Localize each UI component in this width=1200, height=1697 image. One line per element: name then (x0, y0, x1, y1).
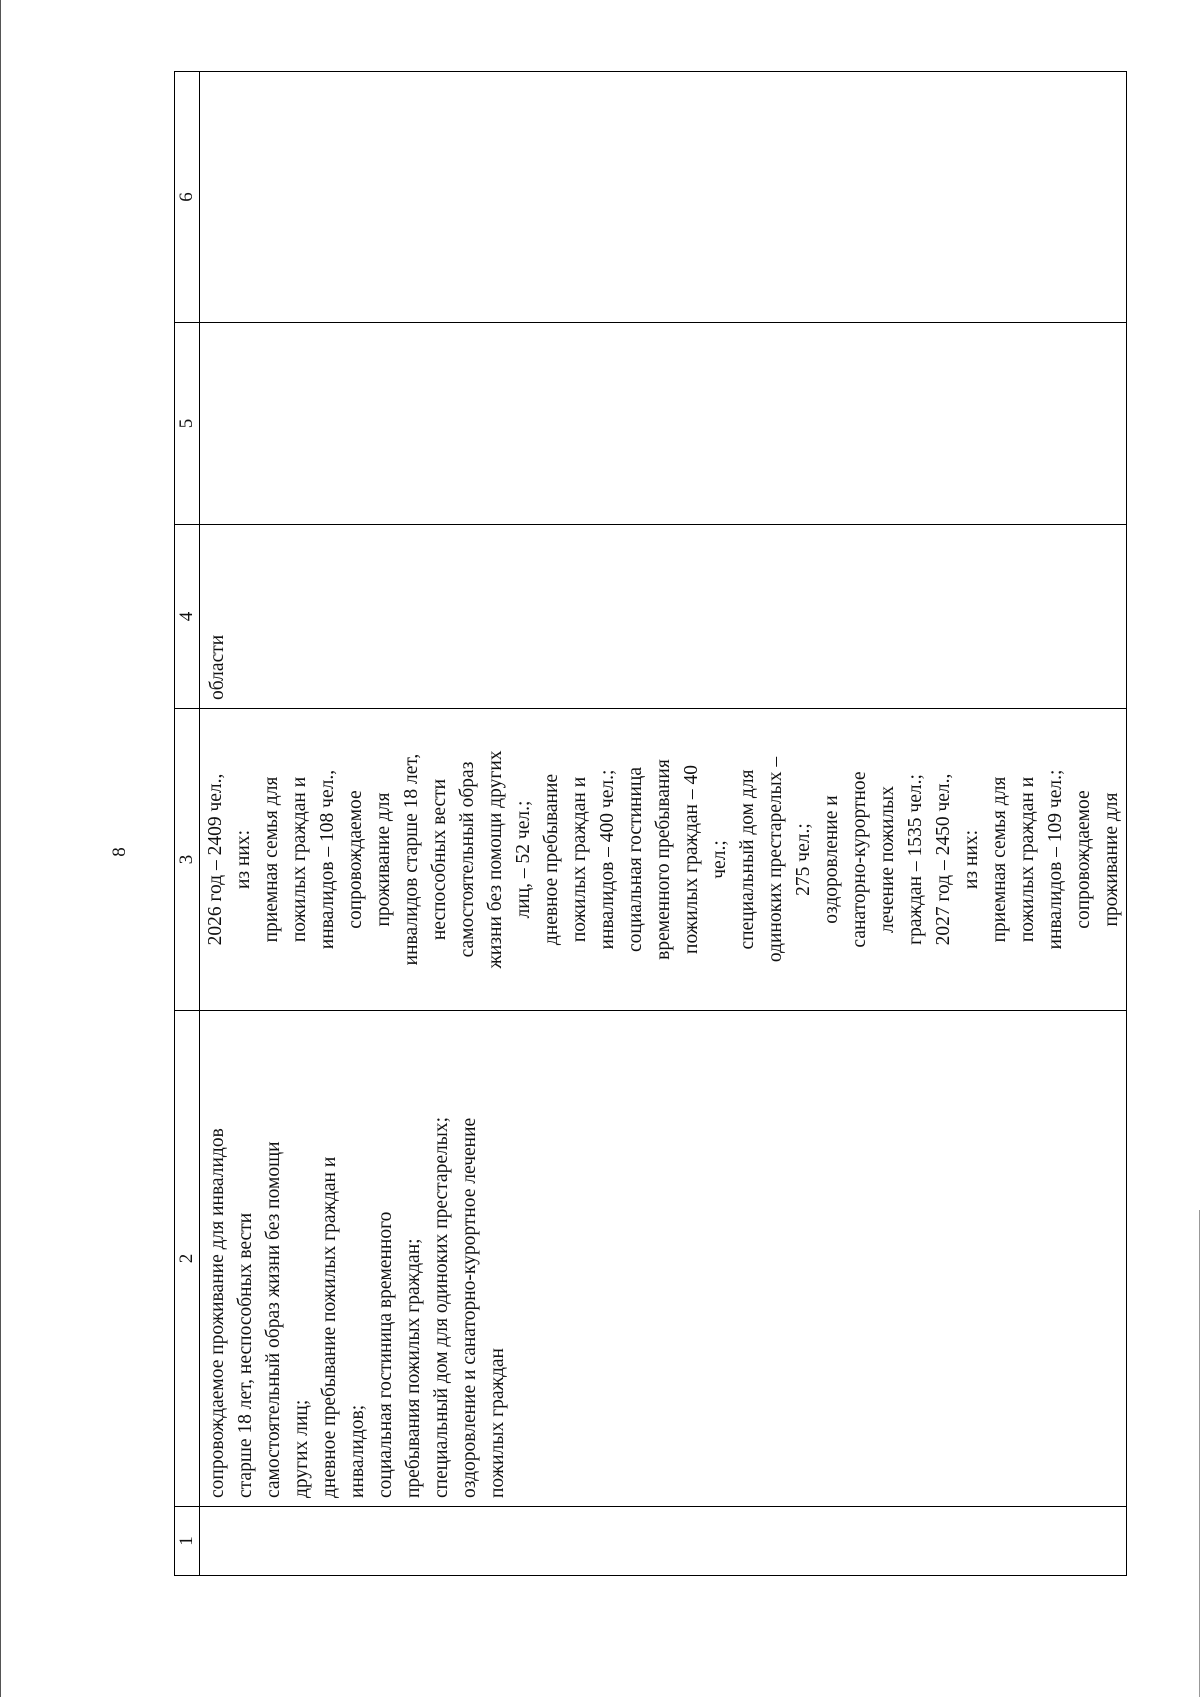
header-col-3: 3 (175, 708, 199, 1010)
rotated-table-content (174, 71, 1121, 1576)
cell-col-1 (200, 1506, 1126, 1575)
header-col-2: 2 (175, 1010, 199, 1506)
cell-col-2 (200, 1010, 1126, 1506)
header-col-5: 5 (175, 322, 199, 524)
cell-col-5-text (200, 323, 204, 524)
cell-col-6-text (200, 72, 204, 322)
table-header-row (174, 71, 200, 1576)
cell-col-4-text: области (207, 634, 228, 700)
scan-left-edge (0, 0, 1, 1697)
table-row (200, 71, 1127, 1576)
header-col-4: 4 (175, 524, 199, 708)
cell-col-3-text: 2026 год – 2409 чел., из них: приемная семья для пожилых граждан и инвалидов – 108 чел., сопровождаемое проживание для инвалидов старше 18 лет, неспособных вести самостоятельный образ жизни без помощи других лиц, – 52 чел.; дневное пребывание пожилых граждан и инвалидов – 400 чел.; социальная гостиница временного пребывания пожилых граждан – 40 чел.; специальный дом для одиноких престарелых – 275 чел.; оздоровление и санаторно-курортное лечение пожилых граждан – 1535 чел.; 2027 год – 2450 чел., из них: приемная семья для пожилых граждан и инвалидов – 109 чел.; сопровождаемое проживание для (205, 750, 1122, 969)
header-col-6: 6 (176, 192, 197, 202)
cell-col-6 (200, 72, 1126, 322)
document-table (174, 71, 1121, 1576)
page-number: 8 (109, 847, 130, 857)
cell-col-4 (200, 524, 1126, 708)
cell-col-5 (200, 322, 1126, 524)
cell-col-2-text: сопровождаемое проживание для инвалидов старше 18 лет, неспособных вести самостоятельный образ жизни без помощи других лиц; дневное пребывание пожилых граждан и инвалидов; социальная гостиница временного пребывания пожилых граждан; специальный дом для одиноких престарелых; оздоровление и санаторно-курортное лечение пожилых граждан (207, 1117, 508, 1498)
header-col-1: 1 (175, 1506, 199, 1575)
cell-col-1-text (200, 1507, 204, 1575)
cell-col-3 (200, 708, 1126, 1010)
